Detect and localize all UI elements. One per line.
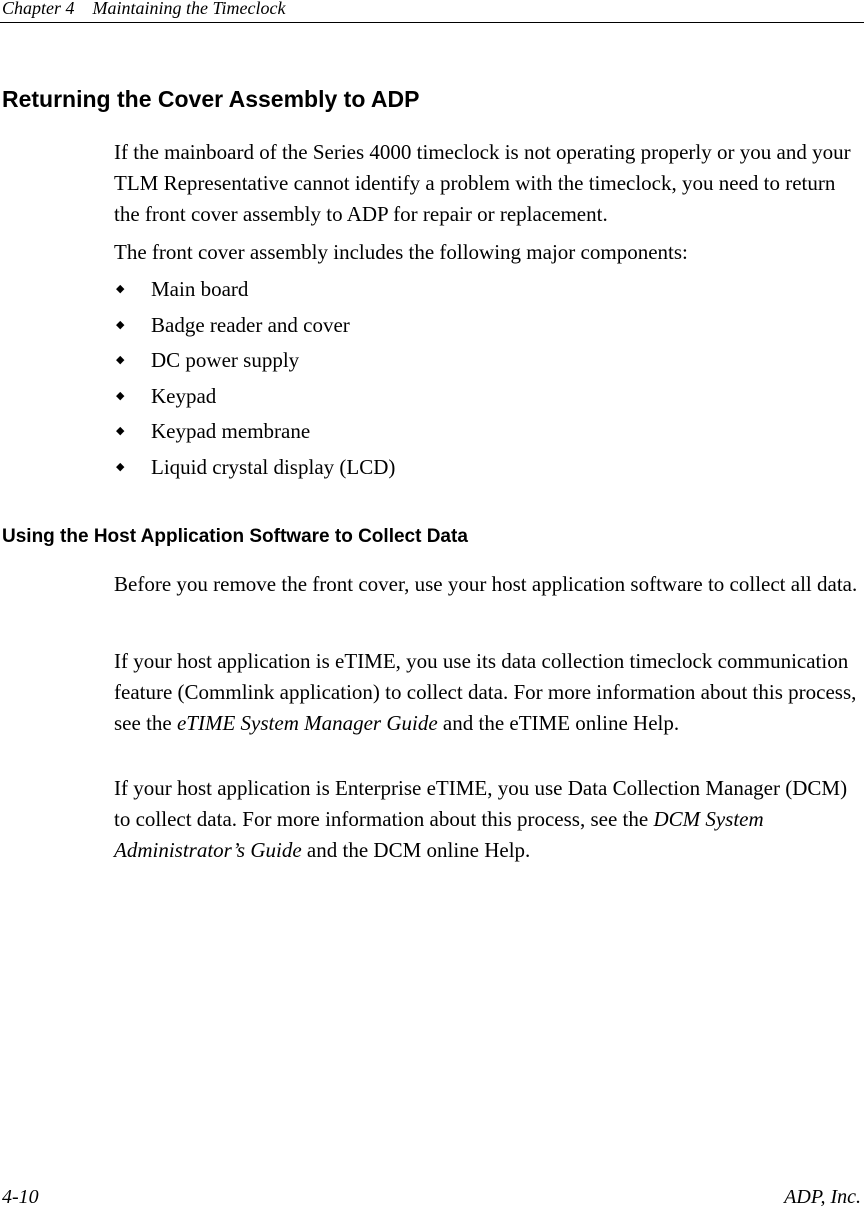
chapter-title: Maintaining the Timeclock [92, 0, 286, 18]
dcm-guide-reference: DCM System Administrator’s Guide [114, 807, 764, 862]
list-item: ◆ Keypad membrane [114, 416, 395, 452]
intro-paragraph: If the mainboard of the Series 4000 timeclock is not operating properly or you and your TLM Representative cannot identify a problem with the timeclock, you need to return the front cover assembly to ADP for repair or replacement. [114, 140, 851, 226]
components-lead-paragraph: The front cover assembly includes the following major components: [114, 240, 688, 264]
running-header [0, 0, 864, 23]
diamond-bullet-icon: ◆ [116, 460, 125, 473]
diamond-bullet-icon: ◆ [116, 354, 125, 367]
list-item: ◆ Keypad [114, 381, 395, 417]
page-number: 4-10 [2, 1186, 39, 1208]
section-heading: Returning the Cover Assembly to ADP [2, 86, 420, 112]
list-item: ◆ Badge reader and cover [114, 310, 395, 346]
collect-data-paragraph: Before you remove the front cover, use your host application software to collect all data. [114, 572, 858, 596]
diamond-bullet-icon: ◆ [116, 283, 125, 295]
list-item: ◆ Liquid crystal display (LCD) [114, 452, 395, 488]
chapter-number: Chapter 4 [2, 0, 75, 18]
list-item: ◆ Main board [114, 274, 395, 310]
company-name: ADP, Inc. [784, 1186, 861, 1208]
enterprise-etime-paragraph: If your host application is Enterprise eTIME, you use Data Collection Manager (DCM) to collect data. For more information about this process, see the DCM System Administrator’s Guide and the DCM online Help. [114, 776, 848, 862]
subsection-heading: Using the Host Application Software to Collect Data [2, 526, 468, 547]
diamond-bullet-icon: ◆ [116, 389, 125, 402]
diamond-bullet-icon: ◆ [116, 318, 125, 331]
etime-guide-reference: eTIME System Manager Guide [176, 711, 438, 735]
etime-paragraph: If your host application is eTIME, you use its data collection timeclock communication feature (Commlink application) to collect data. For more information about this process, see the eTIME System Manager Guide and the eTIME online Help. [114, 649, 857, 735]
components-list [114, 274, 395, 488]
list-item: ◆ DC power supply [114, 345, 395, 381]
chapter-label [2, 0, 285, 19]
diamond-bullet-icon: ◆ [116, 425, 125, 438]
